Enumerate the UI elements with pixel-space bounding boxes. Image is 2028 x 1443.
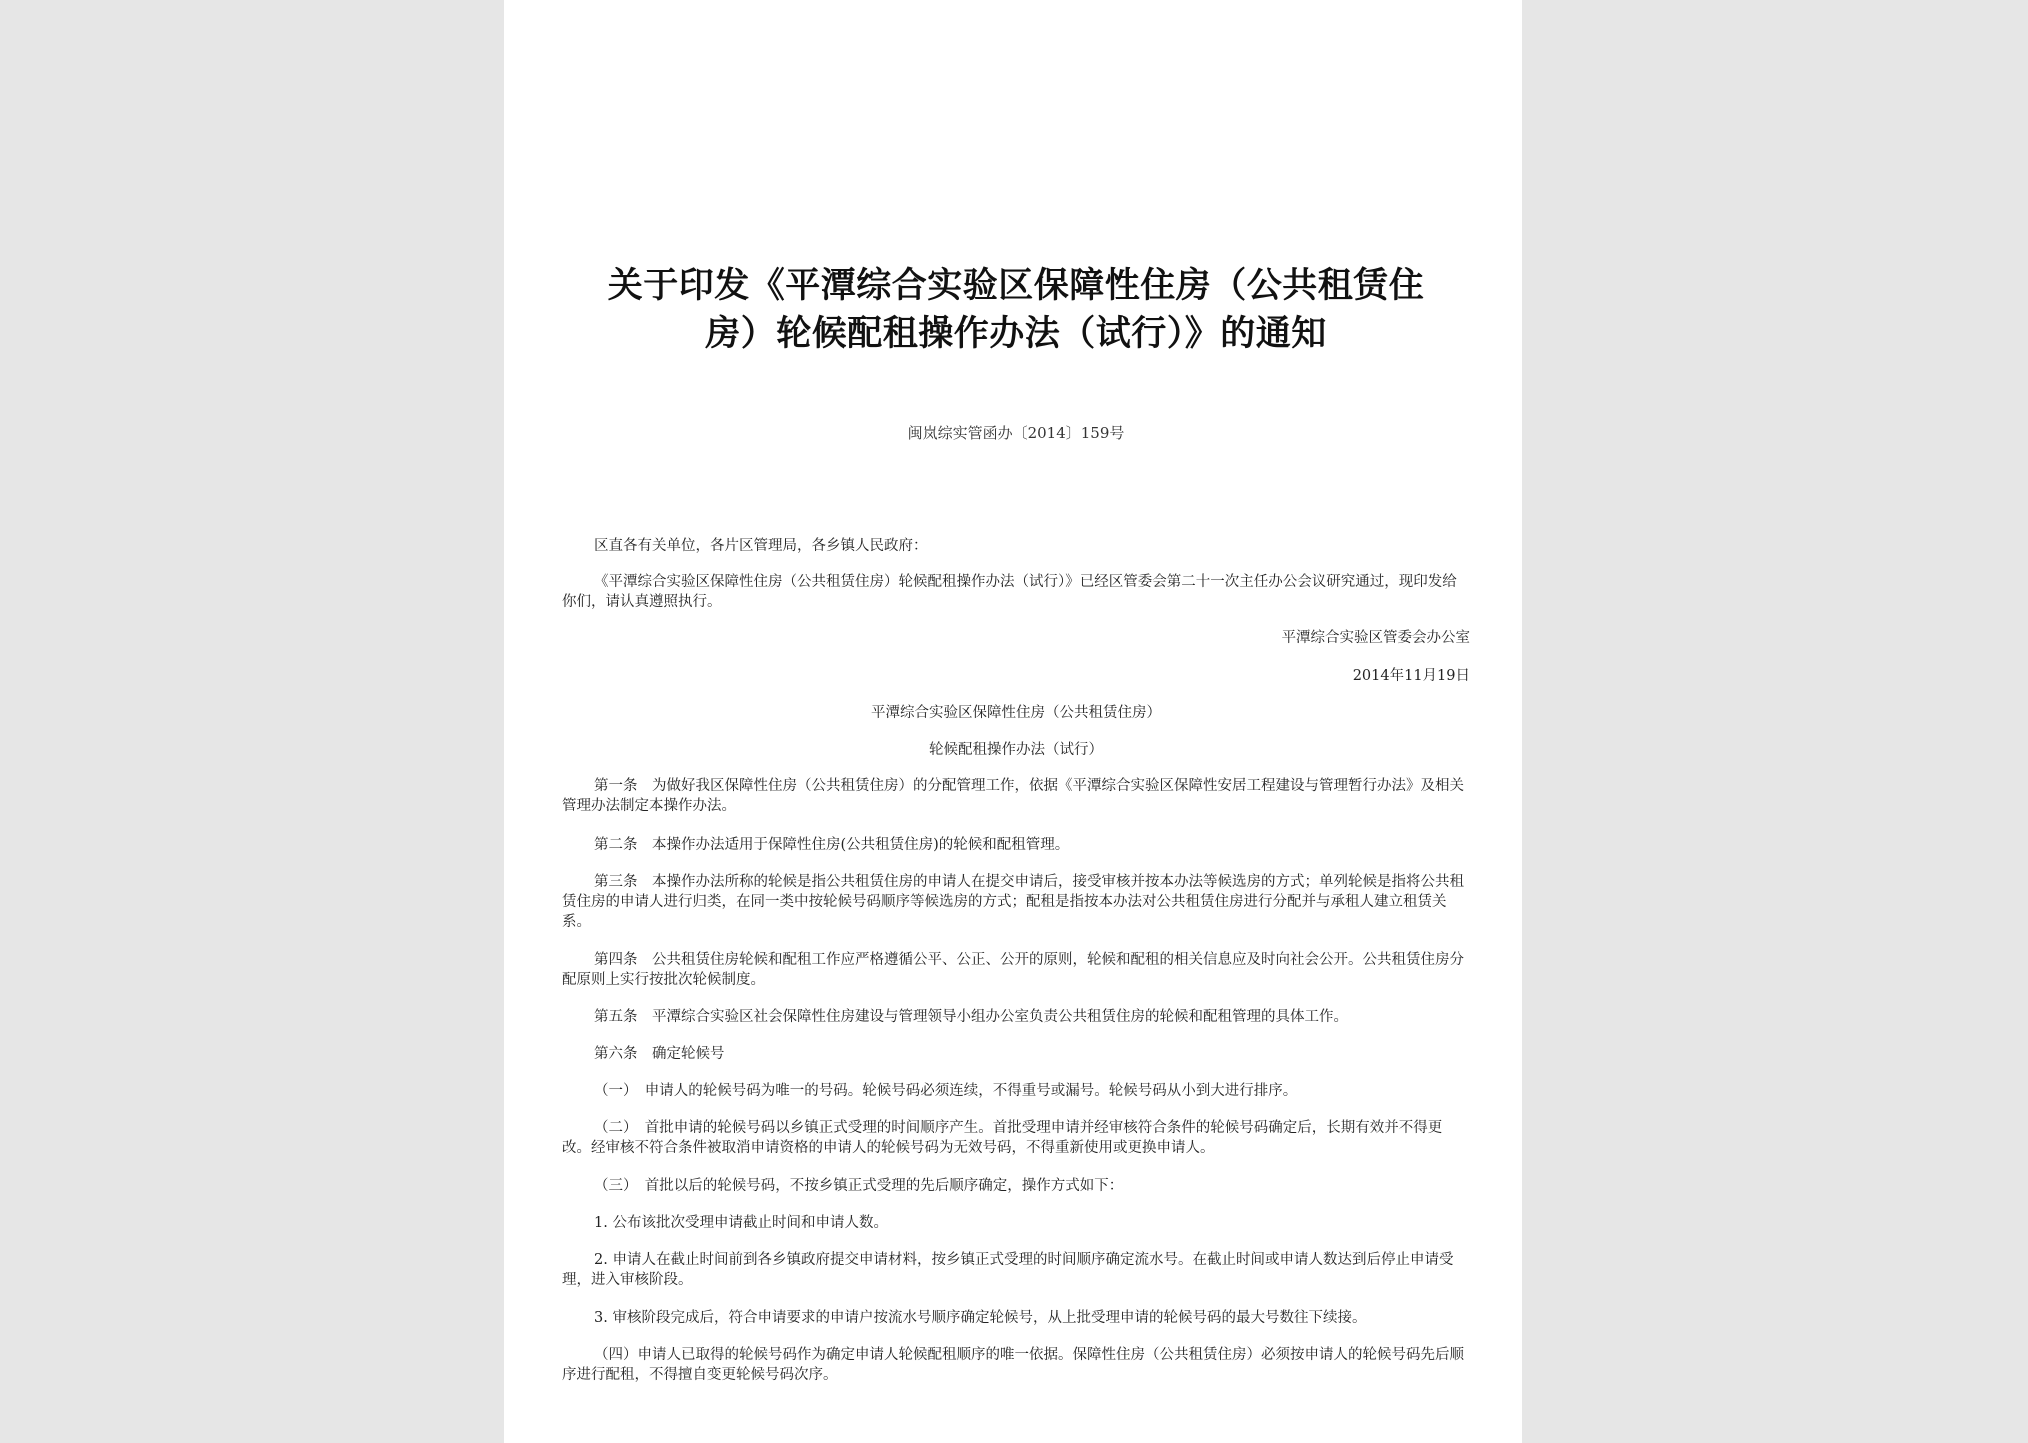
sub-item-3: 3. 审核阶段完成后，符合申请要求的申请户按流水号顺序确定轮候号，从上批受理申请的轮候号码的最大号数往下续接。 [594, 1310, 1367, 1326]
article-4: 第四条 公共租赁住房轮候和配租工作应严格遵循公平、公正、公开的原则，轮候和配租的相关信息应及时向社会公开。公共租赁住房分配原则上实行按批次轮候制度。 [562, 952, 1464, 988]
item-1: （一） 申请人的轮候号码为唯一的号码。轮候号码必须连续，不得重号或漏号。轮候号码从小到大进行排序。 [594, 1083, 1298, 1099]
item-3: （三） 首批以后的轮候号码，不按乡镇正式受理的先后顺序确定，操作方式如下： [594, 1178, 1124, 1194]
title-line-1: 关于印发《平潭综合实验区保障性住房（公共租赁住 [607, 266, 1425, 306]
sub-item-1: 1. 公布该批次受理申请截止时间和申请人数。 [594, 1215, 888, 1231]
article-3: 第三条 本操作办法所称的轮候是指公共租赁住房的申请人在提交申请后，接受审核并按本办法等候选房的方式；单列轮候是指将公共租赁住房的申请人进行归类，在同一类中按轮候号码顺序等候选房的方式；配租是指按本办法对公共租赁住房进行分配并与承租人建立租赁关系。 [562, 874, 1464, 930]
title-line-2: 房）轮候配租操作办法（试行）》的通知 [705, 314, 1327, 354]
article-5: 第五条 平潭综合实验区社会保障性住房建设与管理领导小组办公室负责公共租赁住房的轮候和配租管理的具体工作。 [594, 1009, 1348, 1025]
salutation: 区直各有关单位，各片区管理局，各乡镇人民政府： [594, 538, 928, 554]
issuer: 平潭综合实验区管委会办公室 [1281, 630, 1470, 646]
article-6: 第六条 确定轮候号 [594, 1046, 725, 1062]
document-page [504, 0, 1522, 1443]
issue-date: 2014年11月19日 [1352, 668, 1470, 684]
document-title [562, 262, 1470, 358]
item-2: （二） 首批申请的轮候号码以乡镇正式受理的时间顺序产生。首批受理申请并经审核符合条件的轮候号码确定后，长期有效并不得更改。经审核不符合条件被取消申请资格的申请人的轮候号码为无效号码，不得重新使用或更换申请人。 [562, 1120, 1443, 1156]
item-4: （四）申请人已取得的轮候号码作为确定申请人轮候配租顺序的唯一依据。保障性住房（公共租赁住房）必须按申请人的轮候号码先后顺序进行配租，不得擅自变更轮候号码次序。 [562, 1347, 1464, 1383]
subtitle-line-2: 轮候配租操作办法（试行） [929, 742, 1103, 758]
sub-item-2: 2. 申请人在截止时间前到各乡镇政府提交申请材料，按乡镇正式受理的时间顺序确定流水号。在截止时间或申请人数达到后停止申请受理，进入审核阶段。 [562, 1252, 1454, 1288]
subtitle-line-1: 平潭综合实验区保障性住房（公共租赁住房） [871, 705, 1161, 721]
article-1: 第一条 为做好我区保障性住房（公共租赁住房）的分配管理工作，依据《平潭综合实验区保障性安居工程建设与管理暂行办法》及相关管理办法制定本操作办法。 [562, 778, 1464, 814]
article-2: 第二条 本操作办法适用于保障性住房(公共租赁住房)的轮候和配租管理。 [594, 837, 1070, 853]
document-number: 闽岚综实管函办〔2014〕159号 [907, 424, 1125, 442]
intro-paragraph: 《平潭综合实验区保障性住房（公共租赁住房）轮候配租操作办法（试行）》已经区管委会第二十一次主任办公会议研究通过，现印发给你们，请认真遵照执行。 [562, 574, 1457, 610]
